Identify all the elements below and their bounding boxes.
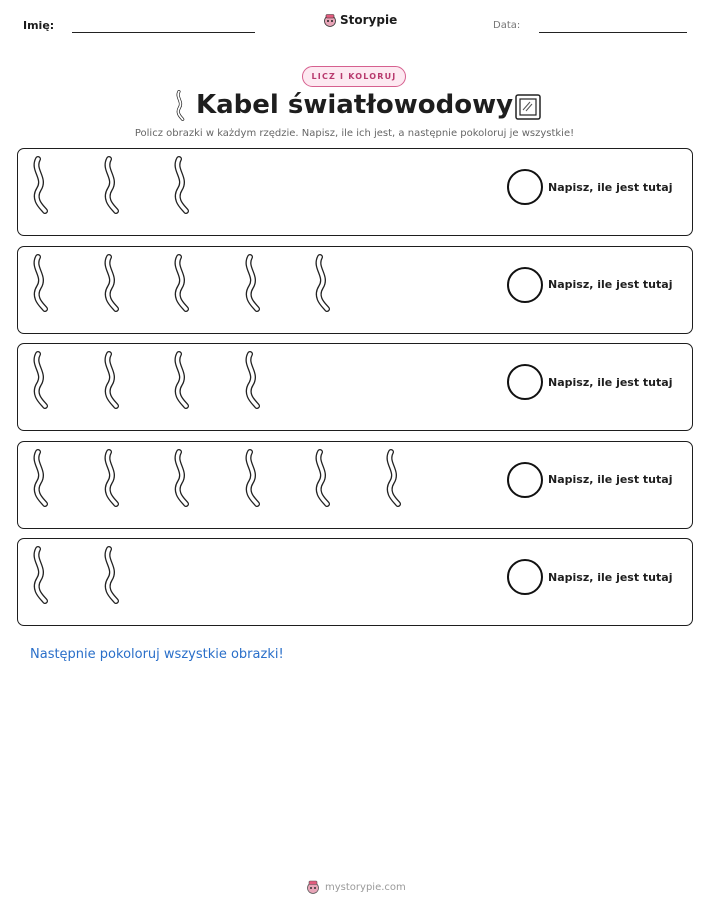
answer-label: Napisz, ile jest tutaj bbox=[548, 278, 673, 291]
brand-logo bbox=[323, 13, 397, 27]
count-row bbox=[17, 538, 693, 626]
fiber-optic-cable-icon[interactable] bbox=[101, 448, 121, 510]
fiber-optic-cable-icon[interactable] bbox=[101, 545, 121, 607]
fiber-optic-cable-icon[interactable] bbox=[242, 350, 262, 412]
answer-label: Napisz, ile jest tutaj bbox=[548, 473, 673, 486]
answer-area bbox=[507, 462, 672, 498]
fiber-optic-cable-icon[interactable] bbox=[383, 448, 403, 510]
screen-frame-icon bbox=[514, 93, 542, 121]
answer-circle[interactable] bbox=[507, 169, 543, 205]
fiber-optic-cable-icon[interactable] bbox=[242, 448, 262, 510]
fiber-optic-cable-icon[interactable] bbox=[171, 350, 191, 412]
fiber-optic-cable-icon[interactable] bbox=[242, 253, 262, 315]
answer-circle[interactable] bbox=[507, 559, 543, 595]
storypie-mascot-icon bbox=[306, 879, 320, 895]
fiber-optic-cable-icon[interactable] bbox=[312, 253, 332, 315]
fiber-optic-cable-icon[interactable] bbox=[30, 155, 50, 217]
footer-site bbox=[306, 879, 406, 895]
count-row bbox=[17, 441, 693, 529]
answer-label: Napisz, ile jest tutaj bbox=[548, 570, 673, 584]
answer-area bbox=[507, 267, 672, 303]
instructions: Policz obrazki w każdym rzędzie. Napisz, ile ich jest, a następnie pokoloruj je wszystkie! bbox=[134, 128, 575, 139]
fiber-optic-cable-icon[interactable] bbox=[171, 253, 191, 315]
storypie-mascot-icon bbox=[323, 13, 337, 27]
count-row bbox=[17, 343, 693, 431]
name-label: Imię: bbox=[23, 19, 55, 32]
page-title: Kabel światłowodowy bbox=[195, 90, 514, 120]
fiber-optic-cable-icon[interactable] bbox=[312, 448, 332, 510]
answer-circle[interactable] bbox=[507, 267, 543, 303]
answer-circle[interactable] bbox=[507, 462, 543, 498]
answer-area bbox=[507, 559, 672, 595]
fiber-optic-cable-icon[interactable] bbox=[30, 448, 50, 510]
fiber-optic-cable-icon[interactable] bbox=[101, 350, 121, 412]
answer-area bbox=[507, 364, 672, 400]
fiber-optic-cable-icon[interactable] bbox=[171, 155, 191, 217]
footer-site-url: mystorypie.com bbox=[325, 881, 406, 893]
answer-area bbox=[507, 169, 672, 205]
fiber-optic-cable-icon[interactable] bbox=[30, 545, 50, 607]
date-label: Data: bbox=[493, 20, 521, 31]
answer-label: Napisz, ile jest tutaj bbox=[548, 375, 673, 389]
fiber-optic-cable-icon[interactable] bbox=[101, 253, 121, 315]
activity-badge: LICZ I KOLORUJ bbox=[302, 66, 406, 87]
brand-name: Storypie bbox=[340, 13, 398, 27]
answer-label: Napisz, ile jest tutaj bbox=[548, 180, 673, 194]
fiber-optic-cable-icon[interactable] bbox=[30, 253, 50, 315]
fiber-optic-cable-icon[interactable] bbox=[171, 448, 191, 510]
answer-circle[interactable] bbox=[507, 364, 543, 400]
date-line[interactable] bbox=[539, 32, 687, 33]
coloring-note: Następnie pokoloruj wszystkie obrazki! bbox=[30, 647, 284, 662]
fiber-optic-cable-icon[interactable] bbox=[30, 350, 50, 412]
name-line[interactable] bbox=[72, 32, 255, 33]
count-row bbox=[17, 148, 693, 236]
fiber-optic-cable-icon[interactable] bbox=[101, 155, 121, 217]
count-row bbox=[17, 246, 693, 334]
